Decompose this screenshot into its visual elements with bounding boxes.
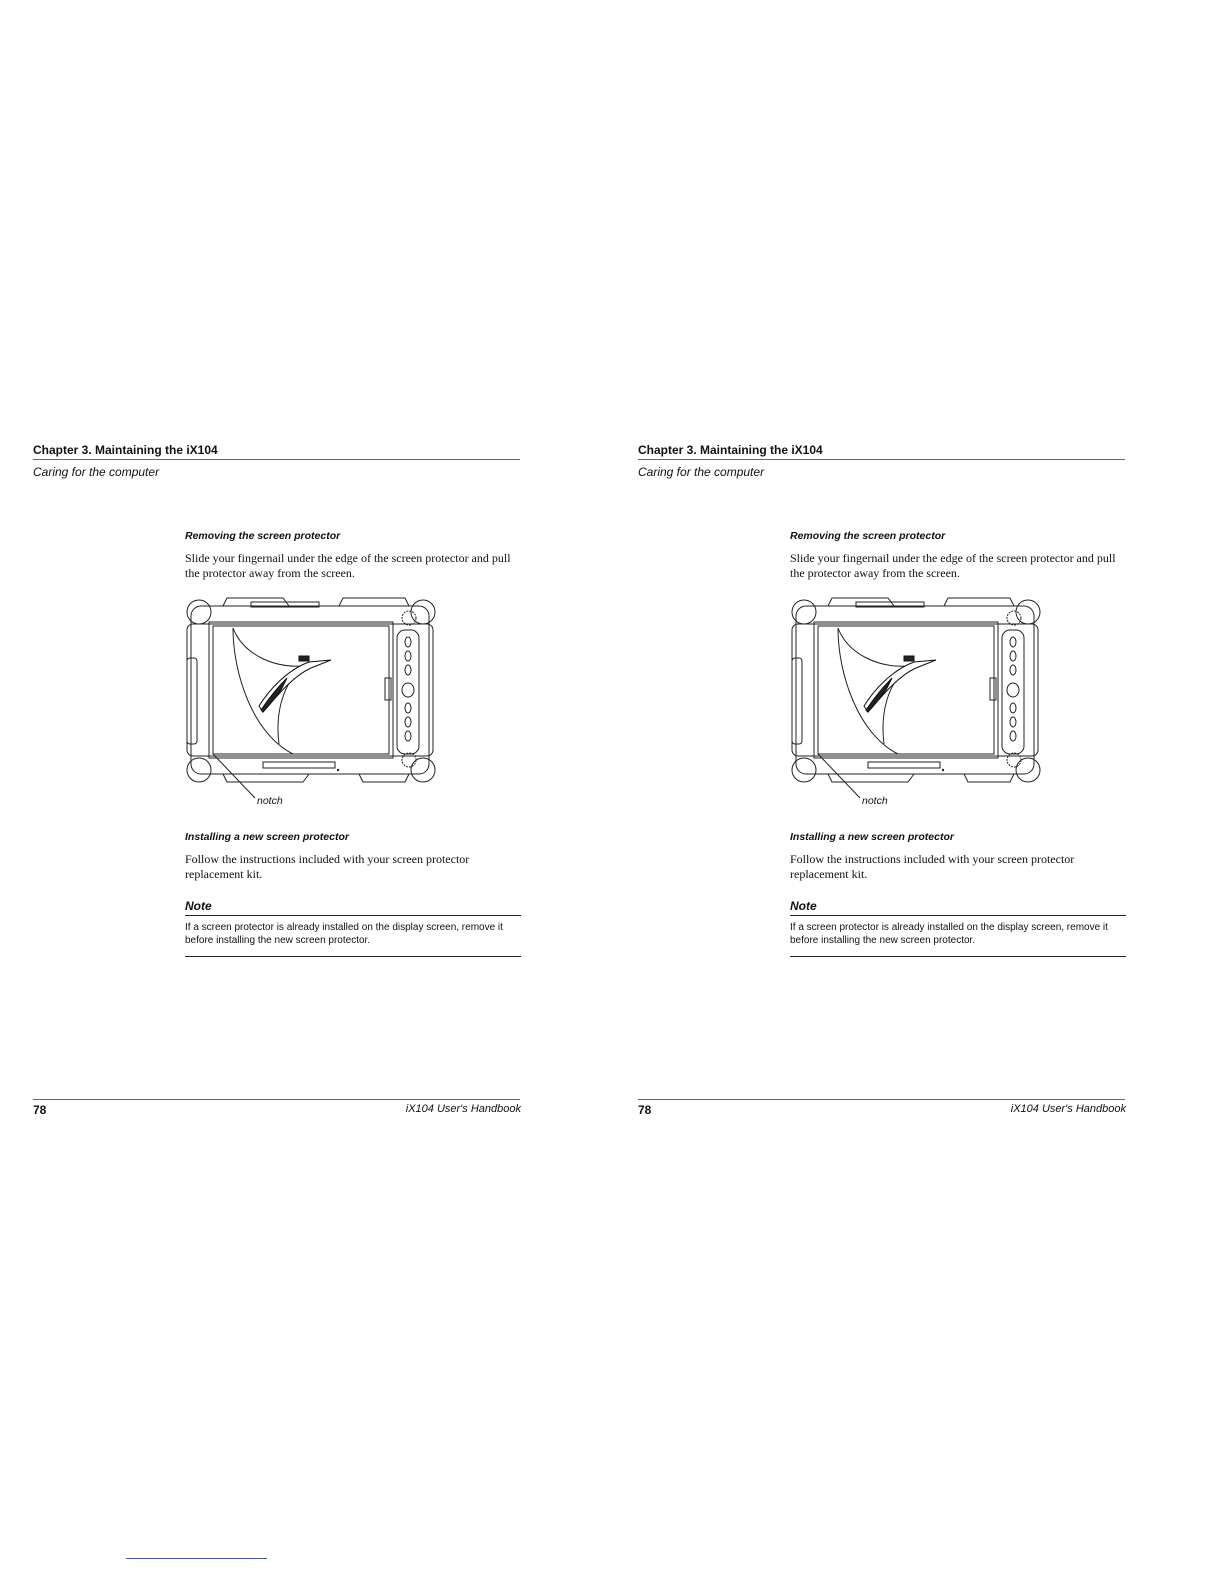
- removing-heading: Removing the screen protector: [790, 530, 946, 542]
- installing-heading: Installing a new screen protector: [790, 831, 954, 843]
- section-title: Caring for the computer: [638, 465, 765, 479]
- header-rule: [638, 459, 1125, 460]
- installing-text: Follow the instructions included with your screen protector replacement kit.: [185, 852, 470, 881]
- tablet-illustration: [788, 594, 1050, 812]
- book-title: iX104 User's Handbook: [405, 1103, 521, 1115]
- header-rule: [33, 459, 520, 460]
- page-number: 78: [33, 1103, 47, 1117]
- note-rule-bottom: [790, 956, 1126, 957]
- removing-text: Slide your fingernail under the edge of the screen protector and pull the protector away from the screen.: [790, 551, 1116, 580]
- footer-rule: [638, 1099, 1125, 1100]
- note-rule-top: [185, 915, 521, 916]
- note-title: Note: [185, 899, 212, 913]
- removing-heading: Removing the screen protector: [185, 530, 341, 542]
- note-rule-bottom: [185, 956, 521, 957]
- note-rule-top: [790, 915, 1126, 916]
- book-title: iX104 User's Handbook: [1010, 1103, 1126, 1115]
- removing-text: Slide your fingernail under the edge of the screen protector and pull the protector away from the screen.: [185, 551, 511, 580]
- note-title: Note: [790, 899, 817, 913]
- page-number: 78: [638, 1103, 652, 1117]
- section-title: Caring for the computer: [33, 465, 160, 479]
- stray-rule: [126, 1558, 267, 1559]
- installing-heading: Installing a new screen protector: [185, 831, 349, 843]
- installing-text: Follow the instructions included with your screen protector replacement kit.: [790, 852, 1075, 881]
- notch-callout-label: notch: [862, 795, 888, 807]
- tablet-illustration: [183, 594, 445, 812]
- footer-rule: [33, 1099, 520, 1100]
- notch-callout-label: notch: [257, 795, 283, 807]
- note-text: If a screen protector is already installed on the display screen, remove it before installing the new screen protector.: [790, 922, 1108, 946]
- page-right: [605, 0, 1217, 1584]
- chapter-title: Chapter 3. Maintaining the iX104: [33, 443, 218, 457]
- chapter-title: Chapter 3. Maintaining the iX104: [638, 443, 823, 457]
- note-text: If a screen protector is already installed on the display screen, remove it before installing the new screen protector.: [185, 922, 503, 946]
